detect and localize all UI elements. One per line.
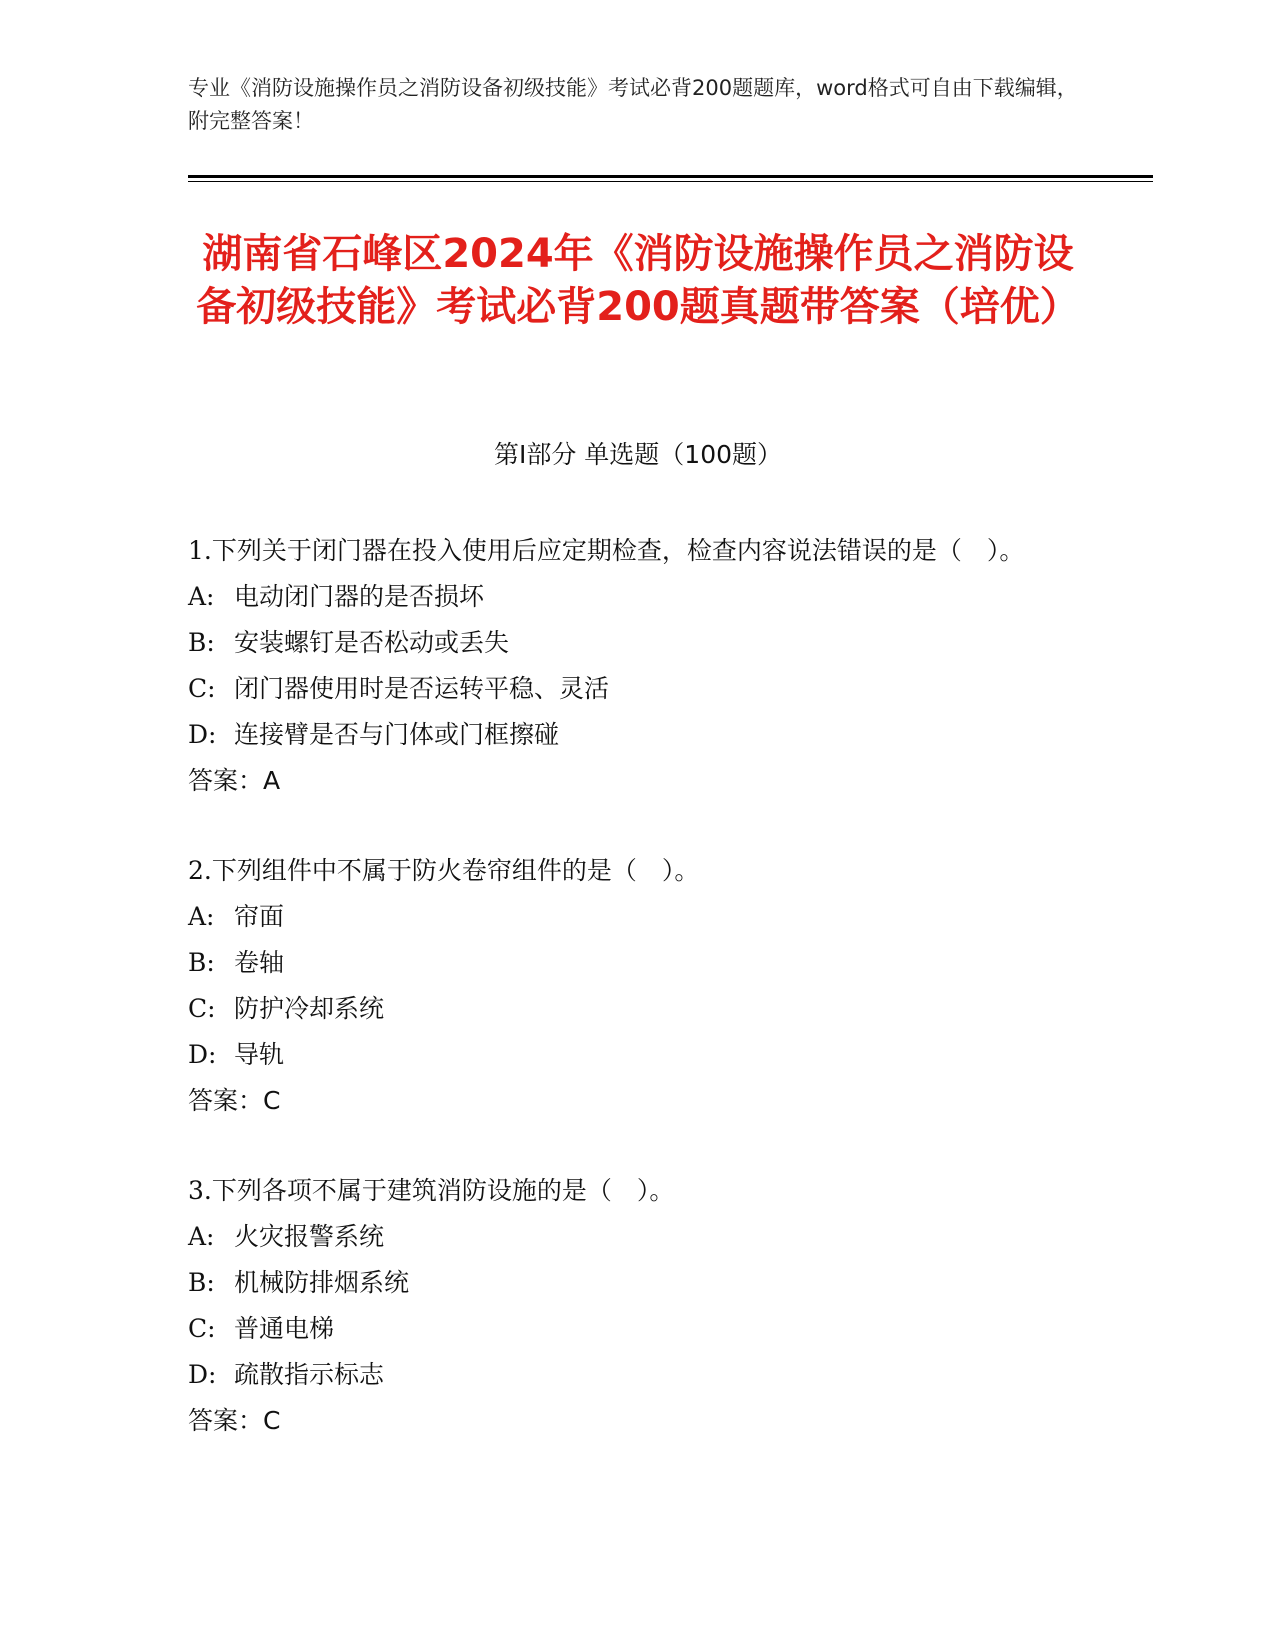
option-letter: C: xyxy=(188,994,216,1023)
option-text: 机械防排烟系统 xyxy=(234,1268,410,1297)
option-letter: A: xyxy=(188,902,215,931)
option-letter: B: xyxy=(188,1268,215,1297)
option-d xyxy=(188,1032,1088,1078)
option-b xyxy=(188,620,1088,666)
option-text: 疏散指示标志 xyxy=(234,1360,385,1389)
question-text: 2.下列组件中不属于防火卷帘组件的是（ ）。 xyxy=(188,856,700,885)
option-b xyxy=(188,940,1088,986)
document-title: 湖南省石峰区2024年《消防设施操作员之消防设备初级技能》考试必背200题真题带答案（培优） xyxy=(196,231,1080,330)
option-letter: A: xyxy=(188,1222,215,1251)
option-letter: B: xyxy=(188,948,215,977)
option-letter: D: xyxy=(188,1040,217,1069)
question-text: 3.下列各项不属于建筑消防设施的是（ ）。 xyxy=(188,1176,675,1205)
option-text: 普通电梯 xyxy=(234,1314,335,1343)
header-divider-thin xyxy=(188,181,1153,182)
option-d xyxy=(188,712,1088,758)
option-letter: A: xyxy=(188,582,215,611)
option-text: 帘面 xyxy=(234,902,285,931)
option-c xyxy=(188,666,1088,712)
option-a xyxy=(188,574,1088,620)
option-d xyxy=(188,1352,1088,1398)
question-3 xyxy=(188,1168,1088,1444)
answer: 答案：A xyxy=(188,766,281,795)
option-letter: B: xyxy=(188,628,215,657)
option-text: 防护冷却系统 xyxy=(234,994,385,1023)
question-list xyxy=(188,528,1088,1488)
section-heading: 第I部分 单选题（100题） xyxy=(493,440,783,469)
header-divider-thick xyxy=(188,175,1153,178)
answer: 答案：C xyxy=(188,1086,281,1115)
option-c xyxy=(188,1306,1088,1352)
option-letter: C: xyxy=(188,674,216,703)
option-b xyxy=(188,1260,1088,1306)
option-letter: C: xyxy=(188,1314,216,1343)
option-text: 卷轴 xyxy=(234,948,285,977)
option-text: 导轨 xyxy=(234,1040,285,1069)
option-text: 火灾报警系统 xyxy=(234,1222,385,1251)
question-1 xyxy=(188,528,1088,804)
question-text: 1.下列关于闭门器在投入使用后应定期检查，检查内容说法错误的是（ ）。 xyxy=(188,536,1025,565)
header-note: 专业《消防设施操作员之消防设备初级技能》考试必背200题题库，word格式可自由下载编辑，附完整答案！ xyxy=(188,76,1078,133)
option-a xyxy=(188,894,1088,940)
option-text: 连接臂是否与门体或门框擦碰 xyxy=(234,720,560,749)
answer: 答案：C xyxy=(188,1406,281,1435)
option-a xyxy=(188,1214,1088,1260)
question-2 xyxy=(188,848,1088,1124)
option-letter: D: xyxy=(188,1360,217,1389)
option-letter: D: xyxy=(188,720,217,749)
option-text: 闭门器使用时是否运转平稳、灵活 xyxy=(234,674,610,703)
option-text: 电动闭门器的是否损坏 xyxy=(234,582,485,611)
option-c xyxy=(188,986,1088,1032)
option-text: 安装螺钉是否松动或丢失 xyxy=(234,628,510,657)
